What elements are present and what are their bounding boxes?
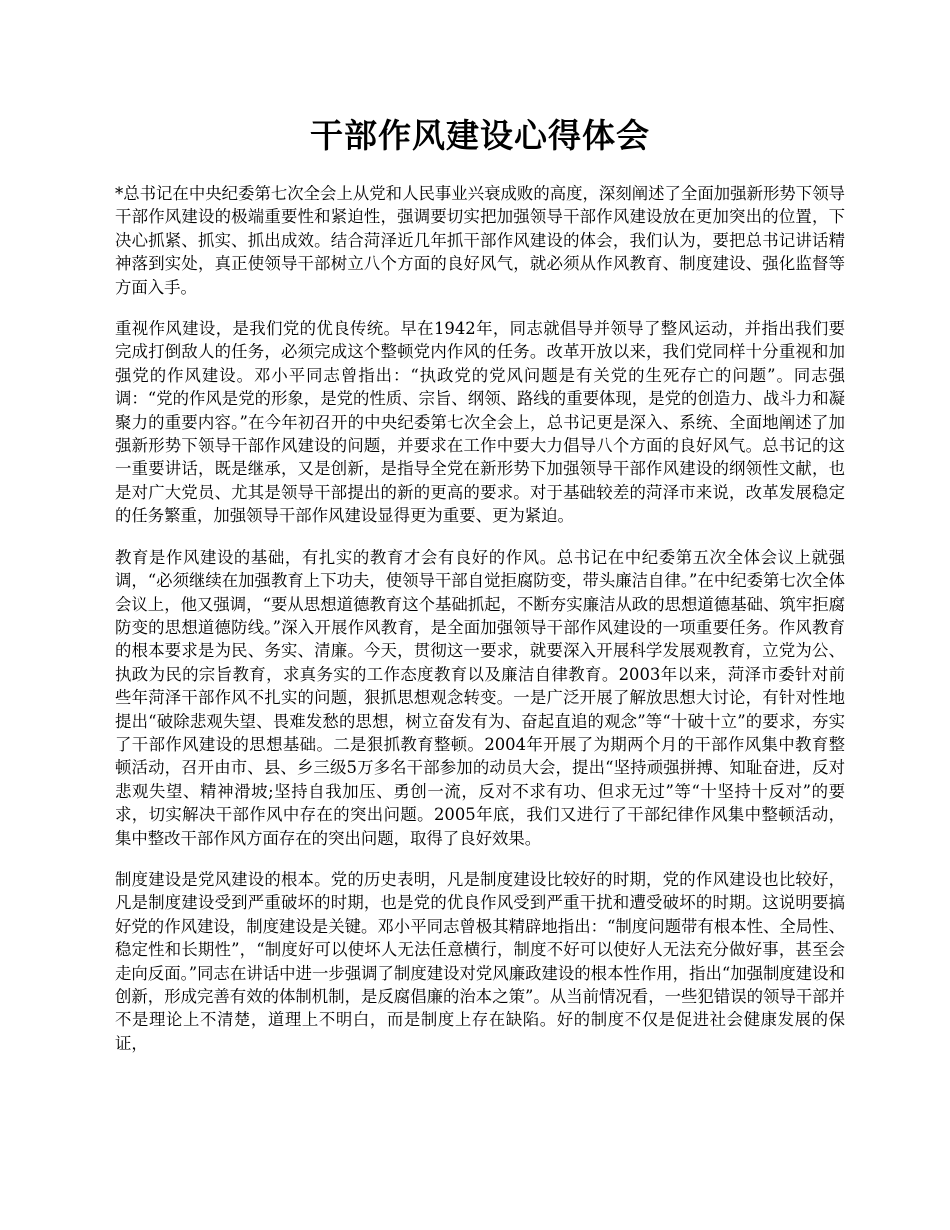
paragraph-intro: *总书记在中央纪委第七次全会上从党和人民事业兴衰成败的高度，深刻阐述了全面加强新形势下领导干部作风建设的极端重要性和紧迫性，强调要切实把加强领导干部作风建设放在更加突出的位置，下决心抓紧、抓实、抓出成效。结合菏泽近几年抓干部作风建设的体会，我们认为，要把总书记讲话精神落到实处，真正使领导干部树立八个方面的良好风气，就必须从作风教育、制度建设、强化监督等方面入手。 xyxy=(115,184,845,297)
paragraph-system: 制度建设是党风建设的根本。党的历史表明，凡是制度建设比较好的时期，党的作风建设也比较好，凡是制度建设受到严重破坏的时期，也是党的优良作风受到严重干扰和遭受破坏的时期。这说明要搞好党的作风建设，制度建设是关键。邓小平同志曾极其精辟地指出：“制度问题带有根本性、全局性、稳定性和长期性”，“制度好可以使坏人无法任意横行，制度不好可以使好人无法充分做好事，甚至会走向反面。”同志在讲话中进一步强调了制度建设对党风廉政建设的根本性作用，指出“加强制度建设和创新，形成完善有效的体制机制，是反腐倡廉的治本之策”。从当前情况看，一些犯错误的领导干部并不是理论上不清楚，道理上不明白，而是制度上存在缺陷。好的制度不仅是促进社会健康发展的保证， xyxy=(115,869,845,1053)
paragraph-tradition: 重视作风建设，是我们党的优良传统。早在1942年，同志就倡导并领导了整风运动，并指出我们要完成打倒敌人的任务，必须完成这个整顿党内作风的任务。改革开放以来，我们党同样十分重视和加强党的作风建设。邓小平同志曾指出：“执政党的党风问题是有关党的生死存亡的问题”。同志强调：“党的作风是党的形象，是党的性质、宗旨、纲领、路线的重要体现，是党的创造力、战斗力和凝聚力的重要内容。”在今年初召开的中央纪委第七次全会上，总书记更是深入、系统、全面地阐述了加强新形势下领导干部作风建设的问题，并要求在工作中要大力倡导八个方面的良好风气。总书记的这一重要讲话，既是继承，又是创新，是指导全党在新形势下加强领导干部作风建设的纲领性文献，也是对广大党员、尤其是领导干部提出的新的更高的要求。对于基础较差的菏泽市来说，改革发展稳定的任务繁重，加强领导干部作风建设显得更为重要、更为紧迫。 xyxy=(115,319,845,526)
paragraph-education: 教育是作风建设的基础，有扎实的教育才会有良好的作风。总书记在中纪委第五次全体会议上就强调，“必须继续在加强教育上下功夫，使领导干部自觉拒腐防变，带头廉洁自律。”在中纪委第七次全体会议上，他又强调，“要从思想道德教育这个基础抓起，不断夯实廉洁从政的思想道德基础、筑牢拒腐防变的思想道德防线。”深入开展作风教育，是全面加强领导干部作风建设的一项重要任务。作风教育的根本要求是为民、务实、清廉。今天，贯彻这一要求，就要深入开展科学发展观教育，立党为公、执政为民的宗旨教育，求真务实的工作态度教育以及廉洁自律教育。2003年以来，菏泽市委针对前些年菏泽干部作风不扎实的问题，狠抓思想观念转变。一是广泛开展了解放思想大讨论，有针对性地提出“破除悲观失望、畏难发愁的思想，树立奋发有为、奋起直追的观念”等“十破十立”的要求，夯实了干部作风建设的思想基础。二是狠抓教育整顿。2004年开展了为期两个月的干部作风集中教育整顿活动，召开由市、县、乡三级5万多名干部参加的动员大会，提出“坚持顽强拼搏、知耻奋进，反对悲观失望、精神滑坡;坚持自我加压、勇创一流，反对不求有功、但求无过”等“十坚持十反对”的要求，切实解决干部作风中存在的突出问题。2005年底，我们又进行了干部纪律作风集中整顿活动，集中整改干部作风方面存在的突出问题，取得了良好效果。 xyxy=(115,547,845,848)
document-page xyxy=(115,112,845,1073)
page-title: 干部作风建设心得体会 xyxy=(310,116,650,155)
